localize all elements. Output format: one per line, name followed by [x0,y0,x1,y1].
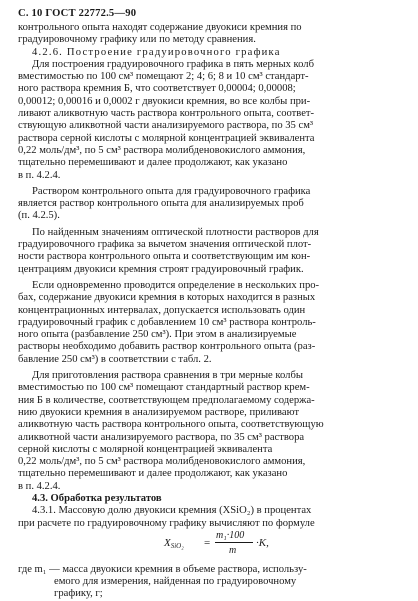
text-line: бавление 250 см³) в соответствии с табл. 2. [18,353,212,365]
fraction-bar [215,542,253,543]
formula-equals: = [204,536,211,549]
text-line: Для приготовления раствора сравнения в три мерные колбы [32,370,303,382]
text-line: в п. 4.2.4. [18,169,61,181]
text-line: где m₁ — масса двуокиси кремния в объеме раствора, использу- [18,563,307,575]
text-line: емого для измерения, найденная по градуировочному [54,576,297,588]
paragraph-optical-density [18,227,406,276]
text-line: ного раствора кремния Б, что соответствует 0,00004; 0,00008; [18,83,296,95]
text-line: при расчете по градуировочному графику вычисляют по формуле [18,517,315,529]
text-line: Если одновременно проводится определение в нескольких про- [32,279,320,291]
text-line: 0,22 моль/дм³, по 5 см³ раствора молибденовокислого аммония, [18,144,306,156]
page-header: С. 10 ГОСТ 22772.5—90 [18,8,137,19]
text-line: серной кислоты с молярной концентрацией эквивалента [18,443,273,455]
paragraph-comparison-solution [18,370,406,493]
formula-lhs: $X_{SiO_2}$ [164,536,184,550]
formula-denominator: m [229,544,237,556]
text-line: аликвотной части анализируемого раствора, по 35 см³ раствора [18,431,305,443]
document-page [18,6,406,601]
text-line: в п. 4.2.4. [18,480,61,492]
text-line: ния Б в количестве, соответствующем предполагаемому содержа- [18,394,315,406]
text-line: Раствором контрольного опыта для градуировочного графика [32,185,311,197]
text-line: (п. 4.2.5). [18,210,60,222]
text-line: тщательно перемешивают и далее продолжают, как указано [18,468,288,480]
text-line: ливают аликвотную часть раствора контрольного опыта, соответ- [18,108,315,120]
section-heading: 4.2.6. Построение градуировочного графика [32,46,281,58]
text-line: является раствор контрольного опыта для анализируемых проб [18,198,304,210]
text-line: градуировочный график с добавлением 10 см³ раствора контроль- [18,316,316,328]
text-line: Для построения градуировочного графика в пять мерных колб [32,58,314,70]
formula-numerator: m₁·100 [216,529,245,541]
paragraph-multiple-samples [18,280,406,366]
text-line: графику, г; [54,588,103,600]
formula-mass-fraction [18,531,406,561]
text-line: центрациям двуокиси кремния строят градуировочный график. [18,263,304,275]
text-line: 0,22 моль/дм³, по 5 см³ раствора молибденовокислого аммония, [18,456,306,468]
text-line: концентрационных интервалах, допускается использовать один [18,304,306,316]
text-line: ности раствора контрольного опыта и соответствующим им кон- [18,251,311,263]
section-heading: 4.3. Обработка результатов [32,492,162,504]
text-line: 4.3.1. Массовую долю двуокиси кремния (XSiO₂) в процентах [32,505,312,517]
section-4-2-6 [18,47,406,182]
paragraph-intro [18,22,406,47]
formula-legend [18,564,406,601]
section-4-3 [18,493,406,530]
text-line: нию двуокиси кремния в анализируемом растворе, приливают [18,406,300,418]
text-line: бах, содержание двуокиси кремния в которых находится в разных [18,292,316,304]
text-line: градуировочному графику или по методу сравнения. [18,34,256,46]
text-line: вместимостью по 100 см³ помещают 2; 4; 6; 8 и 10 см³ стандарт- [18,71,309,83]
text-line: контрольного опыта находят содержание двуокиси кремния по [18,22,302,33]
text-line: аликвотную часть раствора контрольного опыта, соответствующую [18,419,324,431]
text-line: градуировочного графика за вычетом значения оптической плот- [18,239,312,251]
paragraph-control-solution [18,186,406,223]
text-line: растворы необходимо добавить раствор контрольного опыта (раз- [18,341,316,353]
text-line: 0,00012; 0,00016 и 0,0002 г двуокиси кремния, во все колбы при- [18,95,311,107]
text-line: ного опыта (разбавление 250 см³). При этом в анализируемые [18,329,297,341]
text-line: вместимостью по 100 см³ помещают стандартный раствор крем- [18,382,310,394]
text-line: раствора серной кислоты с молярной концентрацией эквивалента [18,132,315,144]
text-line: тщательно перемешивают и далее продолжают, как указано [18,157,288,169]
text-line: По найденным значениям оптической плотности растворов для [32,226,319,238]
text-line: ствующую аликвотной части анализируемого раствора, по 35 см³ [18,120,314,132]
formula-rhs: ·K, [256,536,269,549]
